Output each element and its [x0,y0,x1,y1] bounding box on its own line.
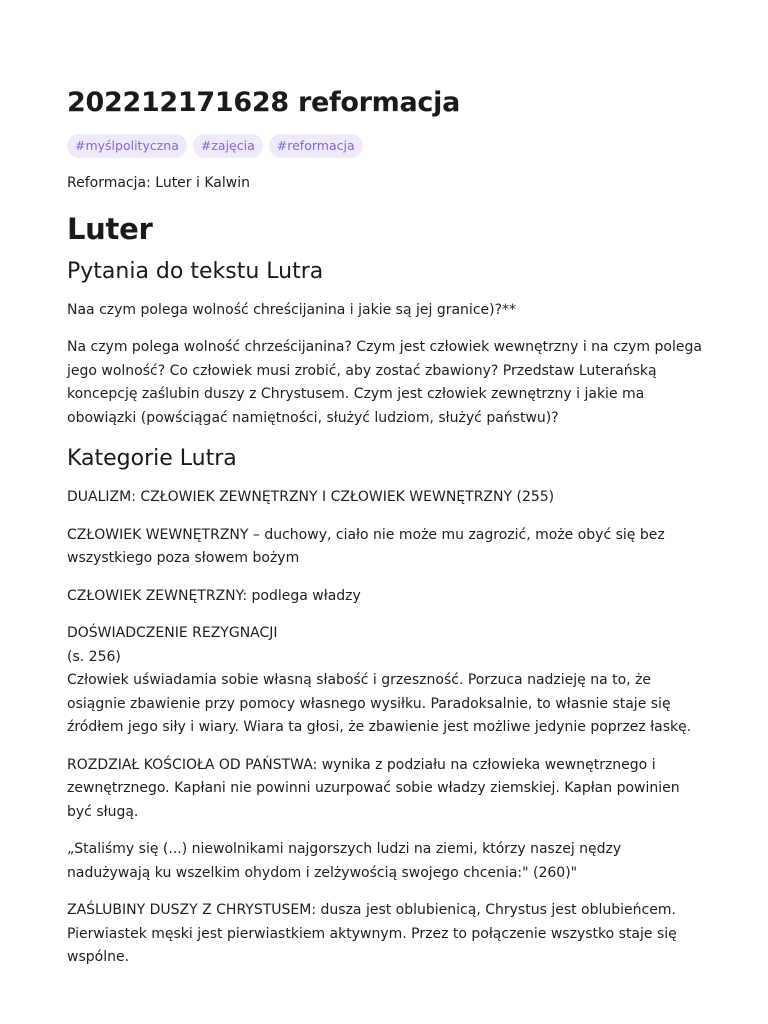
rezygnacja-title: DOŚWIADCZENIE REZYGNACJI [67,625,278,641]
question-short: Naa czym polega wolność chreścijanina i jakie są jej granice)?** [67,301,517,318]
block-rezygnacja [67,622,708,740]
question-long: Na czym polega wolność chrześcijanina? Czym jest człowiek wewnętrzny i na czym polega jego wolność? Co człowiek musi zrobić, aby zostać zbawiony? Przedstaw Luterańską koncepcję zaślubin duszy z Chrystusem. Czym jest człowiek zewnętrzny i jakie ma obowiązki (powściągać namiętności, służyć ludziom, służyć państwu)? [67,339,702,426]
rezygnacja-ref: (s. 256) [67,648,121,665]
note-title: 202212171628 reformacja [67,87,461,118]
paragraph-dualizm: DUALIZM: CZŁOWIEK ZEWNĘTRZNY I CZŁOWIEK WEWNĘTRZNY (255) [67,489,555,505]
tag-reformacja[interactable]: #reformacja [269,134,363,158]
note-subtitle: Reformacja: Luter i Kalwin [67,175,250,191]
rezygnacja-body: Człowiek uświadamia sobie własną słabość i grzeszność. Porzuca nadzieję na to, że osiągnie zbawienie przy pomocy własnego wysiłku. Paradoksalnie, to własnie staje się źródłem jego siły i wiary. Wiara ta głosi, że zbawienie jest możliwe jedynie poprzez łaskę. [67,672,692,735]
paragraph-czlowiek-wewnetrzny: CZŁOWIEK WEWNĘTRZNY – duchowy, ciało nie może mu zagrozić, może obyć się bez wszystkiego poza słowem bożym [67,526,665,566]
paragraph-czlowiek-zewnetrzny: CZŁOWIEK ZEWNĘTRZNY: podlega władzy [67,587,361,604]
heading-luter: Luter [67,211,153,246]
heading-categories: Kategorie Lutra [67,446,237,471]
heading-questions: Pytania do tekstu Lutra [67,258,324,284]
paragraph-quote: „Staliśmy się (...) niewolnikami najgorszych ludzi na ziemi, którzy naszej nędzy nadużywają ku wszelkim ohydom i zelżywością swojego chcenia:" (260)" [67,841,622,881]
tag-zajecia[interactable]: #zajęcia [193,134,263,158]
tag-mysl-polityczna[interactable]: #myślpolityczna [67,134,187,158]
tag-list [67,134,708,158]
paragraph-zaslubiny: ZAŚLUBINY DUSZY Z CHRYSTUSEM: dusza jest oblubienicą, Chrystus jest oblubieńcem. Pierwiastek męski jest pierwiastkiem aktywnym. Przez to połączenie wszystko staje się wspólne. [67,902,677,965]
paragraph-rozdzial: ROZDZIAŁ KOŚCIOŁA OD PAŃSTWA: wynika z podziału na człowieka wewnętrznego i zewnętrznego. Kapłani nie powinni uzurpować sobie władzy ziemskiej. Kapłan powinien być sługą. [67,756,680,820]
